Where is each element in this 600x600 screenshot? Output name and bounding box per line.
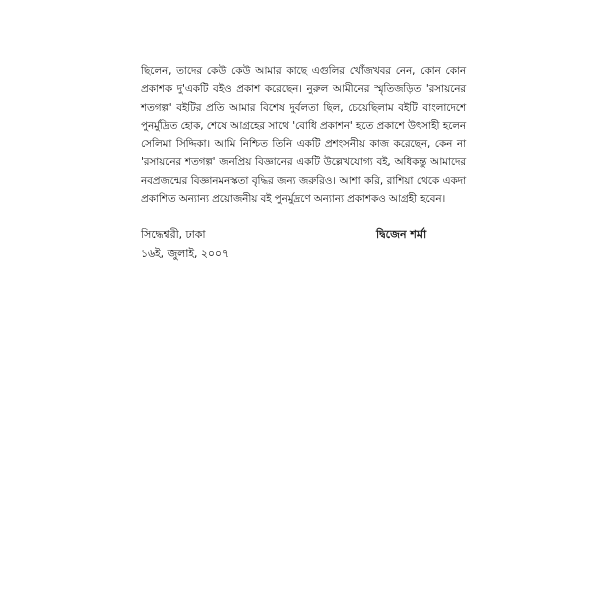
date-line: ১৬ই, জুলাই, ২০০৭ bbox=[141, 247, 229, 260]
place-line: সিদ্ধেশ্বরী, ঢাকা bbox=[141, 228, 206, 241]
author-signature: দ্বিজেন শর্মা bbox=[376, 228, 427, 241]
body-paragraph: ছিলেন, তাদের কেউ কেউ আমার কাছে এগুলির খোঁজখবর নেন, কোন কোন প্রকাশক দু'একটি বইও প্রকাশ করেছেন। নুরুল আমীনের স্মৃতিজড়িত 'রসায়নের শতগল্প' বইটির প্রতি আমার বিশেষ দুর্বলতা ছিল, চেয়েছিলাম বইটি বাংলাদেশে পুনর্মুদ্রিত হোক, শেষে আগ্রহের সাথে 'বোধি প্রকাশন' হতে প্রকাশে উৎসাহী হলেন সেলিমা সিদ্দিকা। আমি নিশ্চিত তিনি একটি প্রশংসনীয় কাজ করেছেন, কেন না 'রসায়নের শতগল্প' জনপ্রিয় বিজ্ঞানের একটি উল্লেখযোগ্য বই, অধিকন্তু আমাদের নবপ্রজন্মের বিজ্ঞানমনস্কতা বৃদ্ধির জন্য জরুরিও। আশা করি, রাশিয়া থেকে একদা প্রকাশিত অন্যান্য প্রয়োজনীয় বই পুনর্মুদ্রণে অন্যান্য প্রকাশকও আগ্রহী হবেন। bbox=[141, 65, 466, 206]
